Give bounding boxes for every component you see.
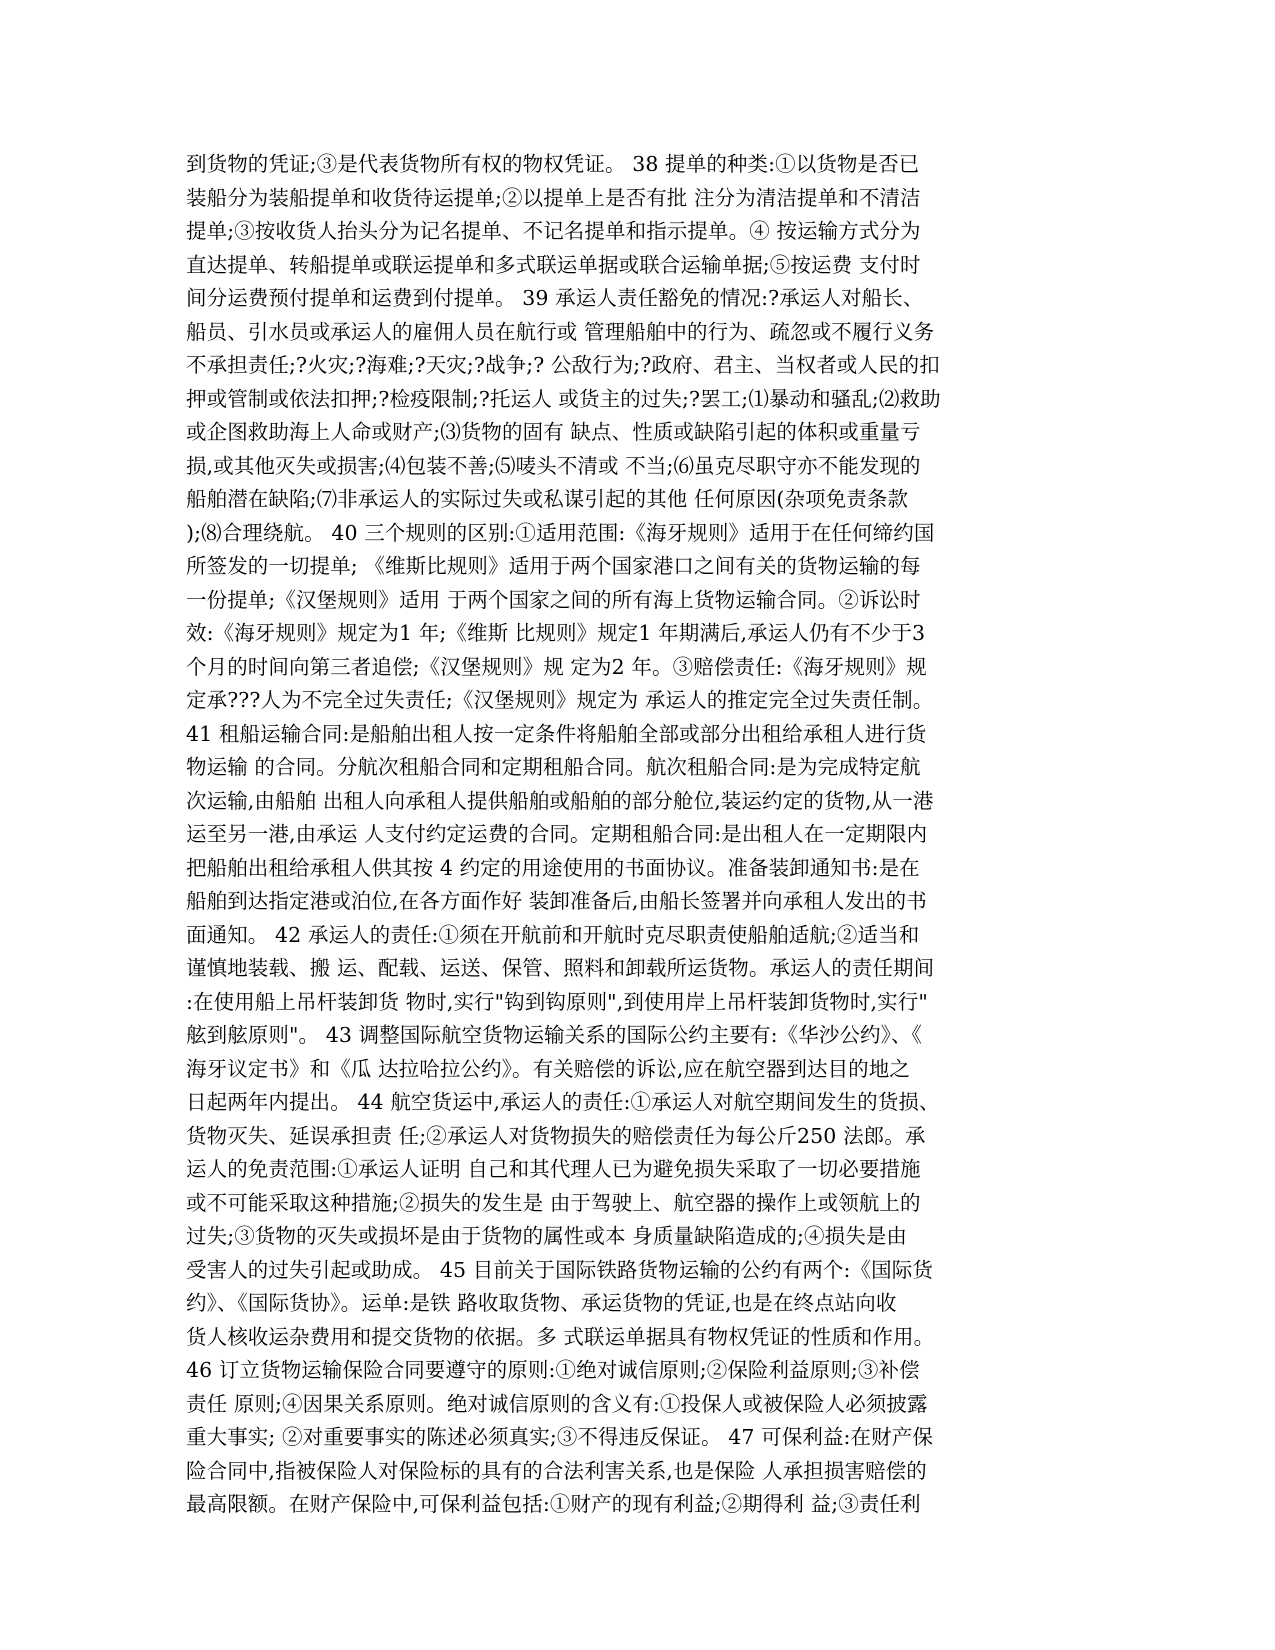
text-line: 过失;③货物的灭失或损坏是由于货物的属性或本 身质量缺陷造成的;④损失是由 [186, 1224, 908, 1248]
text-line: 面通知。 42 承运人的责任:①须在开航前和开航时克尽职责使船舶适航;②适当和 [186, 922, 920, 947]
text-line: :在使用船上吊杆装卸货 物时,实行"钩到钩原则",到使用岸上吊杆装卸货物时,实行" [186, 989, 928, 1014]
text-line: 不承担责任;?火灾;?海难;?天灾;?战争;? 公敌行为;?政府、君主、当权者或人民的扣 [186, 353, 940, 377]
text-line: 货物灭失、延误承担责 任;②承运人对货物损失的赔偿责任为每公斤250 法郎。承 [186, 1123, 926, 1148]
text-line: 定承???人为不完全过失责任;《汉堡规则》规定为 承运人的推定完全过失责任制。 [186, 688, 934, 712]
text-line: 一份提单;《汉堡规则》适用 于两个国家之间的所有海上货物运输合同。②诉讼时 [186, 587, 921, 612]
text-line: 次运输,由船舶 出租人向承租人提供船舶或船舶的部分舱位,装运约定的货物,从一港 [186, 788, 934, 813]
text-line: 物运输 的合同。分航次租船合同和定期租船合同。航次租船合同:是为完成特定航 [186, 755, 921, 779]
text-line: 或不可能采取这种措施;②损失的发生是 由于驾驶上、航空器的操作上或领航上的 [186, 1190, 921, 1215]
text-line: 直达提单、转船提单或联运提单和多式联运单据或联合运输单据;⑤按运费 支付时 [186, 252, 921, 277]
text-line: 船员、引水员或承运人的雇佣人员在航行或 管理船舶中的行为、疏忽或不履行义务 [186, 319, 935, 344]
text-line: 货人核收运杂费用和提交货物的依据。多 式联运单据具有物权凭证的性质和作用。 [186, 1324, 935, 1349]
text-line: 约》、《国际货协》。运单:是铁 路收取货物、承运货物的凭证,也是在终点站向收 [186, 1291, 897, 1315]
text-line: 个月的时间向第三者追偿;《汉堡规则》规 定为2 年。③赔偿责任:《海牙规则》规 [186, 654, 927, 679]
text-line: 运人的免责范围:①承运人证明 自己和其代理人已为避免损失采取了一切必要措施 [186, 1157, 921, 1181]
text-line: 所签发的一切提单; 《维斯比规则》适用于两个国家港口之间有关的货物运输的每 [186, 554, 921, 578]
text-line: );⑻合理绕航。 40 三个规则的区别:①适用范围:《海牙规则》适用于在任何缔约国 [186, 520, 935, 545]
text-line: 到货物的凭证;③是代表货物所有权的物权凭证。 38 提单的种类:①以货物是否已 [186, 152, 920, 176]
text-line: 责任 原则;④因果关系原则。绝对诚信原则的含义有:①投保人或被保险人必须披露 [186, 1391, 928, 1416]
text-line: 把船舶出租给承租人供其按 4 约定的用途使用的书面协议。准备装卸通知书:是在 [186, 855, 920, 880]
text-line: 运至另一港,由承运 人支付约定运费的合同。定期租船合同:是出租人在一定期限内 [186, 822, 928, 846]
text-line: 装船分为装船提单和收货待运提单;②以提单上是否有批 注分为清洁提单和不清洁 [186, 185, 921, 210]
text-line: 船舶到达指定港或泊位,在各方面作好 装卸准备后,由船长签署并向承租人发出的书 [186, 889, 927, 913]
text-line: 46 订立货物运输保险合同要遵守的原则:①绝对诚信原则;②保险利益原则;③补偿 [186, 1358, 920, 1382]
text-line: 提单;③按收货人抬头分为记名提单、不记名提单和指示提单。④ 按运输方式分为 [186, 219, 921, 243]
text-line: 间分运费预付提单和运费到付提单。 39 承运人责任豁免的情况:?承运人对船长、 [186, 286, 924, 310]
text-line: 海牙议定书》和《瓜 达拉哈拉公约》。有关赔偿的诉讼,应在航空器到达目的地之 [186, 1056, 910, 1081]
text-line: 或企图救助海上人命或财产;⑶货物的固有 缺点、性质或缺陷引起的体积或重量亏 [186, 420, 921, 444]
text-line: 押或管制或依法扣押;?检疫限制;?托运人 或货主的过失;?罢工;⑴暴动和骚乱;⑵救助 [186, 386, 941, 411]
text-line: 险合同中,指被保险人对保险标的具有的合法利害关系,也是保险 人承担损害赔偿的 [186, 1458, 927, 1483]
text-line: 舷到舷原则"。 43 调整国际航空货物运输关系的国际公约主要有:《华沙公约》、《 [186, 1023, 922, 1047]
text-line: 41 租船运输合同:是船舶出租人按一定条件将船舶全部或部分出租给承租人进行货 [186, 721, 927, 746]
text-line: 受害人的过失引起或助成。 45 目前关于国际铁路货物运输的公约有两个:《国际货 [186, 1257, 933, 1282]
text-line: 谨慎地装载、搬 运、配载、运送、保管、照料和卸载所运货物。承运人的责任期间 [186, 956, 935, 980]
text-line: 损,或其他灭失或损害;⑷包装不善;⑸唛头不清或 不当;⑹虽克尽职守亦不能发现的 [186, 453, 921, 478]
document-body [186, 148, 1091, 1522]
text-line: 重大事实; ②对重要事实的陈述必须真实;③不得违反保证。 47 可保利益:在财产保 [186, 1425, 933, 1449]
text-line: 船舶潜在缺陷;⑺非承运人的实际过失或私谋引起的其他 任何原因(杂项免责条款 [186, 487, 909, 511]
text-line: 日起两年内提出。 44 航空货运中,承运人的责任:①承运人对航空期间发生的货损、 [186, 1090, 940, 1114]
text-line: 最高限额。在财产保险中,可保利益包括:①财产的现有利益;②期得利 益;③责任利 [186, 1492, 921, 1516]
text-line: 效:《海牙规则》规定为1 年;《维斯 比规则》规定1 年期满后,承运人仍有不少于3 [186, 621, 926, 645]
